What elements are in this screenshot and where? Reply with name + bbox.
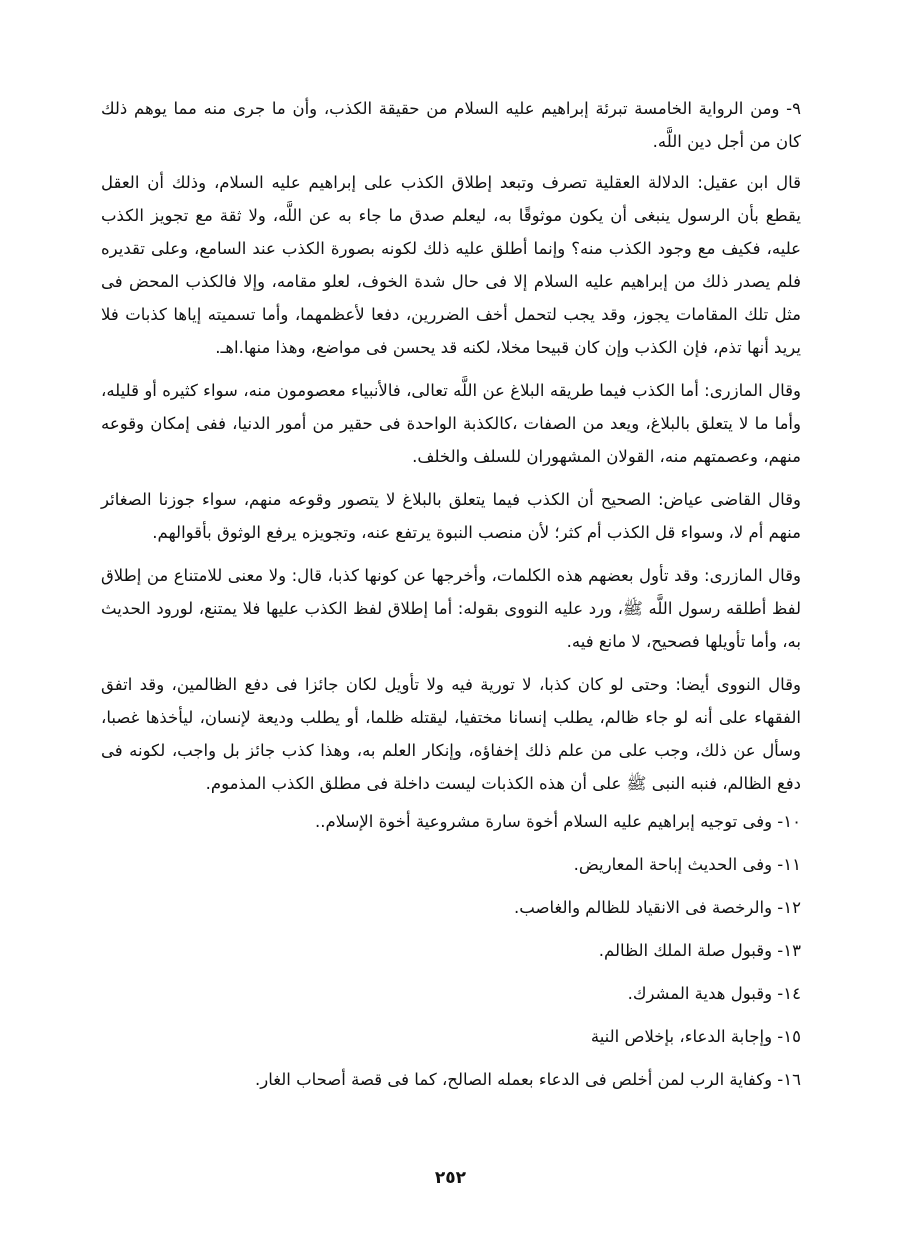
list-item: ١٣- وقبول صلة الملك الظالم. xyxy=(598,941,801,960)
paragraph-mazari-1: وقال المازرى: أما الكذب فيما طريقه البلاغ عن اللَّه تعالى، فالأنبياء معصومون منه، سواء كثيره أو قليله، وأما ما لا يتعلق بالبلاغ، ويعد من الصفات ،كالكذبة الواحدة فى حقير من أمور الدنيا، ففى إمكان وقوعه منهم، وعصمتهم منه، القولان المشهوران للسلف والخلف. xyxy=(101,381,801,466)
paragraph-mazari-2: وقال المازرى: وقد تأول بعضهم هذه الكلمات، وأخرجها عن كونها كذبا، قال: ولا معنى للامتناع من إطلاق لفظ أطلقه رسول اللَّه ﷺ، ورد عليه النووى بقوله: أما إطلاق لفظ الكذب عليها فلا يمتنع، لورود الحديث به، وأما تأويلها فصحيح، لا مانع فيه. xyxy=(101,566,801,651)
list-item: ١٢- والرخصة فى الانقياد للظالم والغاصب. xyxy=(514,898,801,917)
text-block xyxy=(101,92,801,1111)
numbered-list xyxy=(101,810,801,1092)
paragraph-qadi-iyad: وقال القاضى عياض: الصحيح أن الكذب فيما يتعلق بالبلاغ لا يتصور وقوعه منهم، سواء جوزنا الصغائر منهم أم لا، وسواء قل الكذب أم كثر؛ لأن منصب النبوة يرتفع عنه، وتجويزه يرفع الوثوق بأقوالهم. xyxy=(101,490,801,542)
paragraph-nawawi: وقال النووى أيضا: وحتى لو كان كذبا، لا تورية فيه ولا تأويل لكان جائزا فى دفع الظالمين، وقد اتفق الفقهاء على أنه لو جاء ظالم، يطلب إنسانا مختفيا، ليقتله ظلما، أو يطلب وديعة لإنسان، ليأخذها غصبا، وسأل عن ذلك، وجب على من علم ذلك إخفاؤه، وإنكار العلم به، وهذا كذب جائز بل واجب، لكونه فى دفع الظالم، فنبه النبى ﷺ على أن هذه الكذبات ليست داخلة فى مطلق الكذب المذموم. xyxy=(101,675,801,793)
list-item: ١٥- وإجابة الدعاء، بإخلاص النية xyxy=(590,1027,801,1046)
page-number xyxy=(0,1168,911,1188)
page-number-text: ٢٥٢ xyxy=(434,1168,467,1188)
list-item: ١٤- وقبول هدية المشرك. xyxy=(627,984,801,1003)
paragraph-ibn-aqil: قال ابن عقيل: الدلالة العقلية تصرف وتبعد إطلاق الكذب على إبراهيم عليه السلام، وذلك أن العقل يقطع بأن الرسول ينبغى أن يكون موثوقًا به، ليعلم صدق ما جاء به عن اللَّه، ولا ثقة مع تجويز الكذب عليه، فكيف مع وجود الكذب منه؟ وإنما أطلق عليه ذلك لكونه بصورة الكذب عند السامع، وعلى تقديره فلم يصدر ذلك من إبراهيم عليه السلام إلا فى حال شدة الخوف، لعلو مقامه، وإلا فالكذب المحض فى مثل تلك المقامات يجوز، وقد يجب لتحمل أخف الضررين، دفعا لأعظمهما، وأما تسميته إياها كذبات فلا يريد أنها تذم، فإن الكذب وإن كان قبيحا مخلا، لكنه قد يحسن فى مواضع، وهذا منها.اهـ. xyxy=(101,173,801,357)
paragraph-item-9: ٩- ومن الرواية الخامسة تبرئة إبراهيم عليه السلام من حقيقة الكذب، وأن ما جرى منه مما يوهم ذلك كان من أجل دين اللَّه. xyxy=(101,99,801,151)
list-item: ١٠- وفى توجيه إبراهيم عليه السلام أخوة سارة مشروعية أخوة الإسلام.. xyxy=(315,812,801,831)
list-item: ١١- وفى الحديث إباحة المعاريض. xyxy=(573,855,801,874)
list-item: ١٦- وكفاية الرب لمن أخلص فى الدعاء بعمله الصالح، كما فى قصة أصحاب الغار. xyxy=(255,1070,801,1089)
